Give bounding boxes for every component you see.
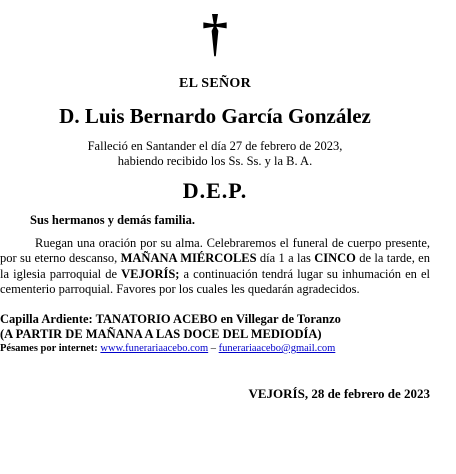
paragraph-day: MAÑANA MIÉRCOLES [120, 251, 257, 266]
place-date: VEJORÍS, 28 de febrero de 2023 [248, 386, 430, 401]
death-line-2: habiendo recibido los Ss. Ss. y la B. A. [117, 154, 313, 168]
ceremony-paragraph [0, 236, 430, 298]
condolences-line [0, 343, 335, 354]
paragraph-place: VEJORÍS; [121, 266, 180, 281]
death-notice [0, 139, 430, 169]
cross-icon: † [202, 5, 228, 62]
paragraph-text: Ruegan una oración por su alma. Celebraremos el funeral de cuerpo presente, por su eterno descanso, [0, 236, 430, 266]
deceased-name: D. Luis Bernardo García González [59, 104, 371, 128]
chapel-line-1: Capilla Ardiente: TANATORIO ACEBO en Villegar de Toranzo [0, 312, 341, 326]
paragraph-time: CINCO [314, 251, 356, 266]
dep-heading: D.E.P. [182, 178, 248, 203]
family-line: Sus hermanos y demás familia. [30, 213, 195, 227]
paragraph-text: día 1 a las [256, 251, 315, 266]
website-link[interactable]: www.funerariaacebo.com [100, 343, 209, 354]
separator: – [208, 343, 219, 354]
paragraph-text: de la tarde, en la iglesia parroquial de [0, 251, 430, 281]
paragraph-text: a continuación tendrá lugar su inhumación en el cementerio parroquial. Favores por los cuales les quedarán agradecidos. [0, 266, 430, 297]
email-link[interactable]: funerariaacebo@gmail.com [218, 343, 336, 354]
honorific: EL SEÑOR [178, 76, 252, 91]
chapel-info [0, 312, 341, 342]
condolences-label: Pésames por internet: [0, 343, 98, 354]
death-line-1: Falleció en Santander el día 27 de febrero de 2023, [87, 139, 343, 153]
chapel-line-2: (A PARTIR DE MAÑANA A LAS DOCE DEL MEDIODÍA) [0, 327, 322, 341]
